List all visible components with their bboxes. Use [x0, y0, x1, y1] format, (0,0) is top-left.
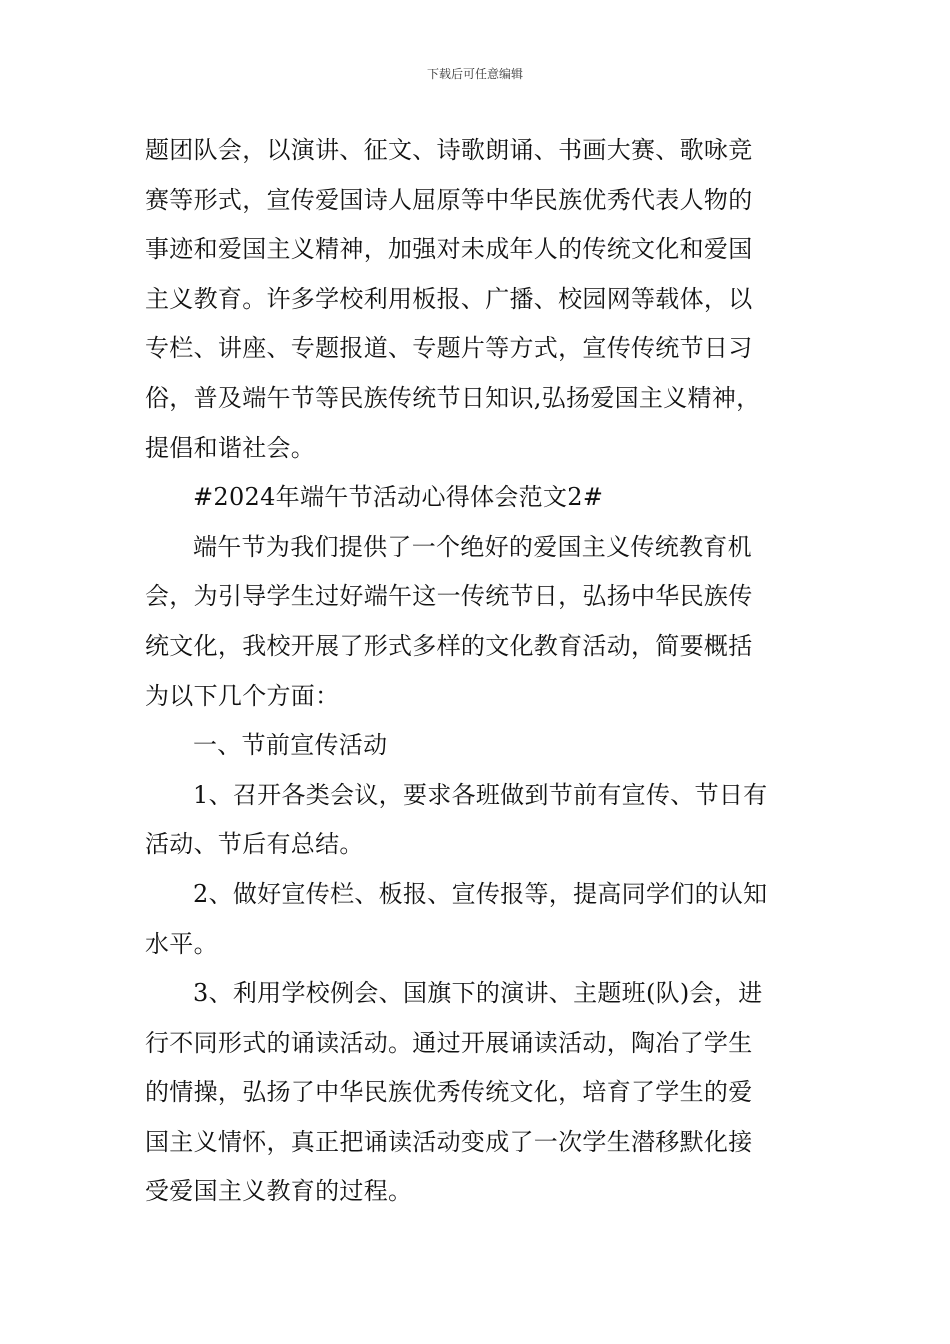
body-line: 事迹和爱国主义精神，加强对未成年人的传统文化和爱国 — [145, 235, 753, 264]
body-line: 提倡和谐社会。 — [145, 433, 316, 462]
list-item: 3、利用学校例会、国旗下的演讲、主题班(队)会，进 — [193, 979, 763, 1008]
subsection-heading: 一、节前宣传活动 — [193, 731, 388, 760]
body-line: 统文化，我校开展了形式多样的文化教育活动，简要概括 — [145, 631, 753, 660]
body-line: 受爱国主义教育的过程。 — [145, 1177, 413, 1206]
body-line: 俗，普及端午节等民族传统节日知识,弘扬爱国主义精神， — [145, 383, 761, 412]
list-item: 1、召开各类会议，要求各班做到节前有宣传、节日有 — [193, 780, 768, 809]
body-line: 行不同形式的诵读活动。通过开展诵读活动，陶冶了学生 — [145, 1028, 753, 1057]
body-line: 水平。 — [145, 929, 218, 958]
body-line: 活动、节后有总结。 — [145, 830, 364, 859]
body-line: 赛等形式，宣传爱国诗人屈原等中华民族优秀代表人物的 — [145, 185, 753, 214]
body-line: 端午节为我们提供了一个绝好的爱国主义传统教育机 — [193, 532, 752, 561]
body-line: 题团队会，以演讲、征文、诗歌朗诵、书画大赛、歌咏竞 — [145, 136, 753, 164]
page-header: 下载后可任意编辑 — [426, 67, 523, 81]
body-line: 为以下几个方面： — [145, 681, 340, 710]
body-line: 的情操，弘扬了中华民族优秀传统文化，培育了学生的爱 — [145, 1078, 753, 1107]
document-body — [145, 126, 807, 1217]
list-item: 2、做好宣传栏、板报、宣传报等，提高同学们的认知 — [193, 879, 768, 908]
body-line: 主义教育。许多学校利用板报、广播、校园网等载体，以 — [145, 284, 753, 313]
body-line: 国主义情怀，真正把诵读活动变成了一次学生潜移默化接 — [145, 1127, 753, 1156]
body-line: 专栏、讲座、专题报道、专题片等方式，宣传传统节日习 — [145, 334, 753, 363]
section-heading: #2024年端午节活动心得体会范文2# — [193, 483, 604, 512]
body-line: 会，为引导学生过好端午这一传统节日，弘扬中华民族传 — [145, 582, 753, 611]
